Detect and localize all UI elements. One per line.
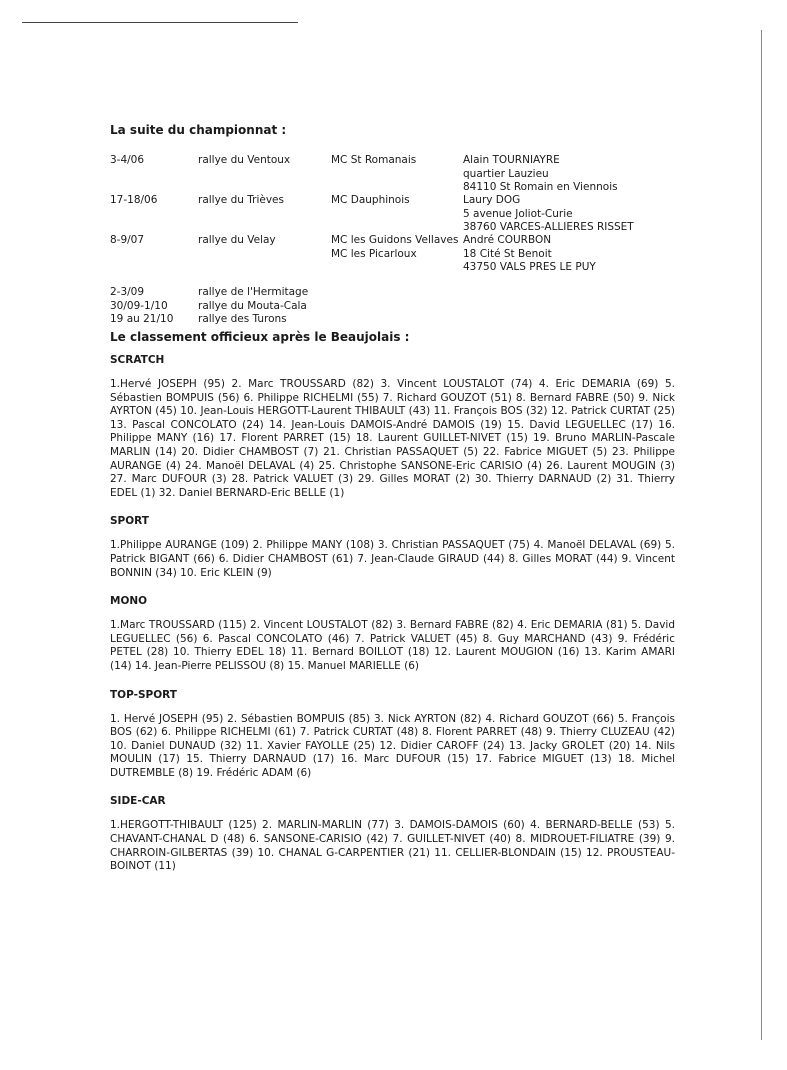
rally-name: rallye de l'Hermitage [198,286,309,298]
contact-line: 38760 VARCES-ALLIERES RISSET [463,221,634,234]
section-title-mono: MONO [110,595,148,608]
contact-line: 5 avenue Joliot-Curie [463,207,573,220]
event-date: 30/09-1/10 [110,299,168,312]
contact-line: André COURBON [463,234,552,246]
rally-name: rallye du Trièves [198,194,284,206]
championship-heading: La suite du championnat : [110,123,287,137]
ranking-mono: 1.Marc TROUSSARD (115) 2. Vincent LOUSTALOT (82) 3. Bernard FABRE (82) 4. Eric DEMARIA (81) 5. David LEGUELLEC (56) 6. Pascal CONCOLATO (46) 7. Patrick VALUET (45) 8. Guy MARCHAND (43) 9. Frédéric PETEL (28) 10. Thierry EDEL 18) 11. Bernard BOILLOT (18) 12. Laurent MOUGION (16) 13. Karim AMARI (14) 14. Jean-Pierre PELISSOU (8) 15. Manuel MARIELLE (6) [110,619,675,672]
section-title-top-sport: TOP-SPORT [110,688,177,701]
section-title-sport: SPORT [110,515,149,528]
contact-line: 18 Cité St Benoit [463,247,552,260]
club-name: MC les Picarloux [331,247,417,260]
event-date: 2-3/09 [110,286,145,298]
contact-line: 84110 St Romain en Viennois [463,181,618,194]
event-date: 19 au 21/10 [110,313,174,326]
event-date: 3-4/06 [110,154,145,166]
club-name: MC les Guidons Vellaves [331,234,459,246]
contact-line: 43750 VALS PRES LE PUY [463,261,596,274]
page-edge-line [761,30,762,1040]
header-rule [22,22,298,23]
ranking-scratch: 1.Hervé JOSEPH (95) 2. Marc TROUSSARD (82) 3. Vincent LOUSTALOT (74) 4. Eric DEMARIA (69) 5. Sébastien BOMPUIS (56) 6. Philippe RICHELMI (55) 7. Richard GOUZOT (51) 8. Bernard FABRE (50) 9. Nick AYRTON (45) 10. Jean-Louis HERGOTT-Laurent THIBAULT (43) 11. François BOS (32) 12. Patrick CURTAT (25) 13. Pascal CONCOLATO (24) 14. Jean-Louis DAMOIS-André DAMOIS (19) 15. David LEGUELLEC (17) 16. Philippe MANY (16) 17. Florent PARRET (15) 18. Laurent GUILLET-NIVET (15) 19. Bruno MARLIN-Pascale MARLIN (14) 20. Didier CHAMBOST (7) 21. Christian PASSAQUET (5) 22. Fabrice MIGUET (5) 23. Philippe AURANGE (4) 24. Manoël DELAVAL (4) 25. Christophe SANSONE-Eric CARISIO (4) 26. Laurent MOUGIN (3) 27. Marc DUFOUR (3) 28. Patrick VALUET (3) 29. Gilles MORAT (2) 30. Thierry DARNAUD (2) 31. Thierry EDEL (1) 32. Daniel BERNARD-Eric BELLE (1) [110,378,675,499]
ranking-sport: 1.Philippe AURANGE (109) 2. Philippe MANY (108) 3. Christian PASSAQUET (75) 4. Manoël DELAVAL (69) 5. Patrick BIGANT (66) 6. Didier CHAMBOST (61) 7. Jean-Claude GIRAUD (44) 8. Gilles MORAT (44) 9. Vincent BONNIN (34) 10. Eric KLEIN (9) [110,539,675,579]
rally-name: rallye du Velay [198,234,276,246]
rally-name: rallye des Turons [198,313,287,326]
contact-line: Laury DOG [463,194,521,206]
rally-name: rallye du Mouta-Cala [198,299,307,312]
contact-line: Alain TOURNIAYRE [463,154,560,166]
document-body [110,123,675,889]
club-name: MC St Romanais [331,154,417,166]
schedule-table [110,154,675,330]
event-date: 8-9/07 [110,234,145,246]
section-title-side-car: SIDE-CAR [110,795,166,808]
ranking-top-sport: 1. Hervé JOSEPH (95) 2. Sébastien BOMPUIS (85) 3. Nick AYRTON (82) 4. Richard GOUZOT (66) 5. François BOS (62) 6. Philippe RICHELMI (61) 7. Patrick CURTAT (48) 8. Florent PARRET (48) 9. Thierry CLUZEAU (42) 10. Daniel DUNAUD (32) 11. Xavier FAYOLLE (25) 12. Didier CAROFF (24) 13. Jacky GROLET (20) 14. Nils MOULIN (17) 15. Thierry DARNAUD (17) 16. Marc DUFOUR (15) 17. Fabrice MIGUET (13) 18. Michel DUTREMBLE (8) 19. Frédéric ADAM (6) [110,712,675,779]
rally-name: rallye du Ventoux [198,154,291,166]
club-name: MC Dauphinois [331,194,410,206]
ranking-side-car: 1.HERGOTT-THIBAULT (125) 2. MARLIN-MARLIN (77) 3. DAMOIS-DAMOIS (60) 4. BERNARD-BELLE (53) 5. CHAVANT-CHANAL D (48) 6. SANSONE-CARISIO (42) 7. GUILLET-NIVET (40) 8. MIDROUET-FILIATRE (39) 9. CHARROIN-GILBERTAS (39) 10. CHANAL G-CARPENTIER (21) 11. CELLIER-BLONDAIN (15) 12. PROUSTEAU-BOINOT (11) [110,819,675,873]
section-title-scratch: SCRATCH [110,354,165,366]
contact-line: quartier Lauzieu [463,167,549,180]
ranking-heading: Le classement officieux après le Beaujolais : [110,330,410,344]
event-date: 17-18/06 [110,194,158,206]
